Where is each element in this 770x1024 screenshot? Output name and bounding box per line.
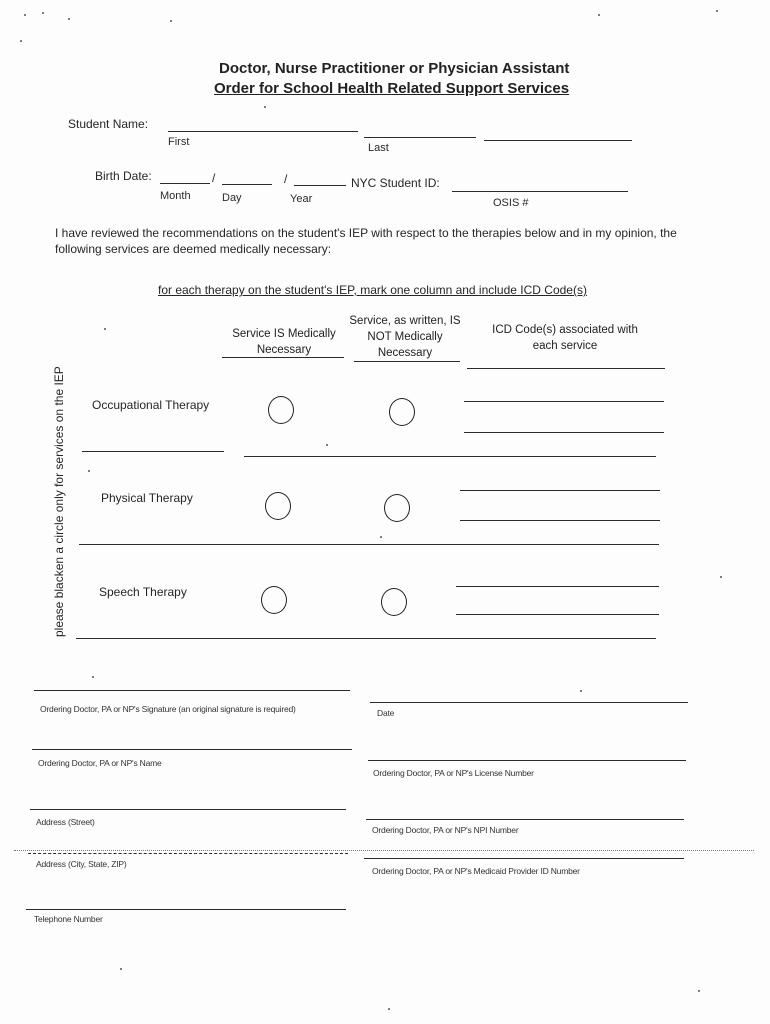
row-label-speech: Speech Therapy xyxy=(99,585,187,599)
row-label-occupational: Occupational Therapy xyxy=(92,398,210,412)
student-id-field[interactable] xyxy=(452,175,632,193)
scan-speck xyxy=(42,12,44,14)
day-label: Day xyxy=(222,192,242,204)
physical-icd-field[interactable] xyxy=(460,474,664,492)
row-divider-3 xyxy=(76,638,656,639)
address-street-label: Address (Street) xyxy=(36,817,95,827)
medicaid-field[interactable] xyxy=(364,842,688,860)
date-label: Date xyxy=(377,708,395,718)
license-field[interactable] xyxy=(368,744,690,762)
row-divider-1b xyxy=(244,456,656,457)
date-slash-2: / xyxy=(284,172,288,186)
scan-speck xyxy=(104,328,106,330)
col-header-icd: ICD Code(s) associated with each service xyxy=(492,324,638,352)
birth-date-field[interactable] xyxy=(160,168,350,186)
last-label: Last xyxy=(368,142,389,154)
scan-speck xyxy=(326,444,328,446)
table-instruction: for each therapy on the student's IEP, mark one column and include ICD Code(s) xyxy=(158,283,587,297)
statement-line-1: I have reviewed the recommendations on the student's IEP with respect to the therapies below and in my opinion, the xyxy=(55,226,677,240)
occupational-necessary-circle[interactable] xyxy=(268,396,294,424)
scan-speck xyxy=(68,18,70,20)
scan-speck xyxy=(20,40,22,42)
form-title: Doctor, Nurse Practitioner or Physician Assistant xyxy=(219,60,570,77)
scan-speck xyxy=(380,536,382,538)
student-id-label: NYC Student ID: xyxy=(351,176,440,190)
scan-speck xyxy=(598,14,600,16)
signature-field[interactable] xyxy=(34,674,354,692)
scan-speck xyxy=(698,990,700,992)
speech-not-necessary-circle[interactable] xyxy=(381,588,407,616)
npi-field[interactable] xyxy=(366,803,688,821)
occupational-icd-field[interactable] xyxy=(464,385,668,403)
col-header-not-necessary: Service, as written, IS NOT Medically Necessary xyxy=(349,315,461,359)
signature-label: Ordering Doctor, PA or NP's Signature (an original signature is required) xyxy=(40,704,296,714)
col-header-necessary: Service IS Medically Necessary xyxy=(232,328,336,356)
first-name-field[interactable] xyxy=(168,114,362,132)
form-subtitle: Order for School Health Related Support Services xyxy=(214,80,570,97)
first-label: First xyxy=(168,136,190,148)
physical-necessary-circle[interactable] xyxy=(265,492,291,520)
row-label-physical: Physical Therapy xyxy=(101,491,193,505)
col-underline-not-necessary xyxy=(354,361,460,362)
speech-necessary-circle[interactable] xyxy=(261,586,287,614)
address-street-field[interactable] xyxy=(30,793,350,811)
row-divider-2 xyxy=(79,544,659,545)
last-name-field[interactable] xyxy=(364,121,636,139)
scan-speck xyxy=(92,676,94,678)
scan-speck xyxy=(716,10,718,12)
physical-icd-line-2 xyxy=(460,520,660,521)
telephone-label: Telephone Number xyxy=(34,914,103,924)
month-label: Month xyxy=(160,190,191,202)
scan-speck xyxy=(720,576,722,578)
year-label: Year xyxy=(290,193,313,205)
license-label: Ordering Doctor, PA or NP's License Number xyxy=(373,768,534,778)
address-city-label: Address (City, State, ZIP) xyxy=(36,859,127,869)
student-name-label: Student Name: xyxy=(68,117,149,131)
scan-speck xyxy=(120,968,122,970)
last-name-line-2 xyxy=(484,140,632,141)
physical-not-necessary-circle[interactable] xyxy=(384,494,410,522)
birth-date-label: Birth Date: xyxy=(95,169,152,183)
scan-speck xyxy=(264,106,266,108)
doctor-name-field[interactable] xyxy=(32,733,356,751)
col-underline-icd xyxy=(467,368,665,369)
scan-speck xyxy=(24,14,26,16)
scan-speck xyxy=(580,690,582,692)
side-instruction: please blacken a circle only for services on the IEP xyxy=(52,366,66,637)
speech-icd-field[interactable] xyxy=(456,570,663,588)
npi-label: Ordering Doctor, PA or NP's NPI Number xyxy=(372,825,519,835)
scan-speck xyxy=(88,470,90,472)
medicaid-label: Ordering Doctor, PA or NP's Medicaid Provider ID Number xyxy=(372,866,580,876)
date-field[interactable] xyxy=(370,686,692,704)
address-city-field[interactable] xyxy=(28,836,352,854)
scan-speck xyxy=(170,20,172,22)
occupational-icd-line-2 xyxy=(464,432,664,433)
occupational-not-necessary-circle[interactable] xyxy=(389,398,415,426)
speech-icd-line-2 xyxy=(456,614,659,615)
date-slash-1: / xyxy=(212,171,216,185)
col-underline-necessary xyxy=(222,357,344,358)
telephone-field[interactable] xyxy=(26,893,350,911)
osis-label: OSIS # xyxy=(493,197,529,209)
scan-speck xyxy=(388,1008,390,1010)
doctor-name-label: Ordering Doctor, PA or NP's Name xyxy=(38,758,162,768)
row-divider-1 xyxy=(82,451,224,452)
statement-line-2: following services are deemed medically necessary: xyxy=(55,242,332,256)
